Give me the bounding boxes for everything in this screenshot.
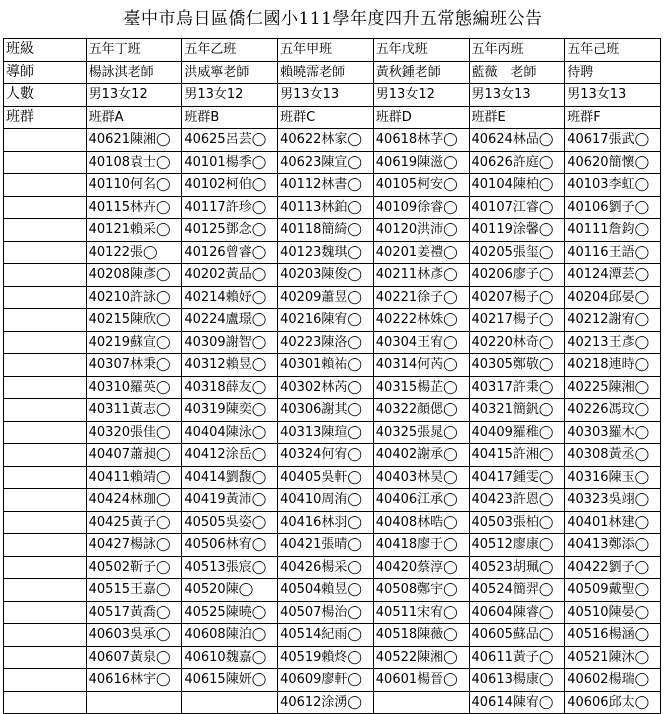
student-cell[interactable]: 40109徐睿◯ xyxy=(373,196,469,219)
class-group[interactable]: 班群C xyxy=(278,106,374,129)
student-cell[interactable]: 40401林建◯ xyxy=(565,511,661,534)
student-cell[interactable]: 40619陳滋◯ xyxy=(373,151,469,174)
student-cell[interactable]: 40118簡綺◯ xyxy=(278,219,374,242)
class-group[interactable]: 班群D xyxy=(373,106,469,129)
student-cell[interactable]: 40414劉馥◯ xyxy=(182,466,278,489)
student-cell[interactable]: 40206廖子◯ xyxy=(469,264,565,287)
student-row xyxy=(4,151,661,174)
class-name[interactable]: 五年乙班 xyxy=(182,39,278,62)
student-cell[interactable]: 40411賴靖◯ xyxy=(86,466,182,489)
student-row xyxy=(4,129,661,152)
label-count[interactable]: 人數 xyxy=(4,84,87,107)
student-cell[interactable]: 40617張武◯ xyxy=(565,129,661,152)
student-count[interactable]: 男13女12 xyxy=(182,84,278,107)
row-teacher xyxy=(4,61,661,84)
student-cell[interactable]: 40418廖于◯ xyxy=(373,534,469,557)
student-cell[interactable]: 40518陳薇◯ xyxy=(373,624,469,647)
student-cell[interactable]: 40216陳宥◯ xyxy=(278,309,374,332)
student-cell[interactable]: 40618林芓◯ xyxy=(373,129,469,152)
row-label-cell[interactable] xyxy=(4,286,87,309)
teacher-name[interactable]: 洪威寧老師 xyxy=(182,61,278,84)
student-cell[interactable]: 40215陳欣◯ xyxy=(86,309,182,332)
student-cell[interactable]: 40520陳◯ xyxy=(182,579,278,602)
row-label-cell[interactable] xyxy=(4,399,87,422)
student-cell[interactable]: 40207楊子◯ xyxy=(469,286,565,309)
class-name[interactable]: 五年己班 xyxy=(565,39,661,62)
student-row xyxy=(4,646,661,669)
student-cell[interactable]: 40117許珍◯ xyxy=(182,196,278,219)
class-group[interactable]: 班群A xyxy=(86,106,182,129)
student-cell[interactable]: 40417鍾雯◯ xyxy=(469,466,565,489)
student-cell[interactable]: 40606邱太◯ xyxy=(565,691,661,714)
student-cell[interactable]: 40212謝宥◯ xyxy=(565,309,661,332)
student-row xyxy=(4,241,661,264)
row-label-cell[interactable] xyxy=(4,354,87,377)
student-cell[interactable]: 40512廖康◯ xyxy=(469,534,565,557)
student-cell[interactable]: 40312賴昱◯ xyxy=(182,354,278,377)
student-cell[interactable]: 40219蘇宣◯ xyxy=(86,331,182,354)
student-row xyxy=(4,309,661,332)
student-cell[interactable]: 40406江承◯ xyxy=(373,489,469,512)
student-cell[interactable]: 40514紀雨◯ xyxy=(278,624,374,647)
student-cell[interactable]: 40317許秉◯ xyxy=(469,376,565,399)
student-cell[interactable]: 40612涂湧◯ xyxy=(278,691,374,714)
row-label-cell[interactable] xyxy=(4,129,87,152)
row-label-cell[interactable] xyxy=(4,331,87,354)
student-cell[interactable]: 40610魏嘉◯ xyxy=(182,646,278,669)
student-cell[interactable]: 40318薛友◯ xyxy=(182,376,278,399)
student-cell[interactable]: 40421張晴◯ xyxy=(278,534,374,557)
student-cell[interactable]: 40622林家◯ xyxy=(278,129,374,152)
student-cell[interactable]: 40607黃泉◯ xyxy=(86,646,182,669)
student-cell[interactable]: 40609廖軒◯ xyxy=(278,669,374,692)
student-row xyxy=(4,354,661,377)
class-name[interactable]: 五年甲班 xyxy=(278,39,374,62)
student-row xyxy=(4,264,661,287)
student-cell[interactable]: 40106劉子◯ xyxy=(565,196,661,219)
teacher-name[interactable]: 黃秋鍾老師 xyxy=(373,61,469,84)
student-cell[interactable]: 40323吳翊◯ xyxy=(565,489,661,512)
student-cell[interactable]: 40110何名◯ xyxy=(86,174,182,197)
student-cell[interactable]: 40124潭芸◯ xyxy=(565,264,661,287)
student-cell[interactable]: 40222林姝◯ xyxy=(373,309,469,332)
row-count xyxy=(4,84,661,107)
class-name[interactable]: 五年丙班 xyxy=(469,39,565,62)
student-cell[interactable]: 40321簡釩◯ xyxy=(469,399,565,422)
student-cell[interactable]: 40218連時◯ xyxy=(565,354,661,377)
student-cell[interactable]: 40519賴炵◯ xyxy=(278,646,374,669)
student-cell[interactable]: 40309謝智◯ xyxy=(182,331,278,354)
label-teacher[interactable]: 導師 xyxy=(4,61,87,84)
student-cell[interactable]: 40205張玺◯ xyxy=(469,241,565,264)
student-cell[interactable]: 40503張柏◯ xyxy=(469,511,565,534)
row-label-cell[interactable] xyxy=(4,511,87,534)
student-cell[interactable]: 40614陳宥◯ xyxy=(469,691,565,714)
student-cell[interactable]: 40427楊詠◯ xyxy=(86,534,182,557)
student-cell[interactable]: 40303羅木◯ xyxy=(565,421,661,444)
student-cell[interactable]: 40505吳姿◯ xyxy=(182,511,278,534)
row-label-cell[interactable] xyxy=(4,691,87,714)
student-cell[interactable]: 40416林羽◯ xyxy=(278,511,374,534)
student-cell[interactable]: 40624林品◯ xyxy=(469,129,565,152)
student-count[interactable]: 男13女13 xyxy=(469,84,565,107)
student-cell[interactable]: 40103李虹◯ xyxy=(565,174,661,197)
student-cell[interactable]: 40517黃喬◯ xyxy=(86,601,182,624)
student-cell[interactable]: 40123魏琪◯ xyxy=(278,241,374,264)
student-cell[interactable]: 40403林昊◯ xyxy=(373,466,469,489)
student-row xyxy=(4,174,661,197)
student-cell[interactable]: 40214賴妤◯ xyxy=(182,286,278,309)
label-group[interactable]: 班群 xyxy=(4,106,87,129)
student-cell[interactable]: 40316陳玉◯ xyxy=(565,466,661,489)
row-label-cell[interactable] xyxy=(4,489,87,512)
class-group[interactable]: 班群E xyxy=(469,106,565,129)
student-cell[interactable]: 40605蘇品◯ xyxy=(469,624,565,647)
row-label-cell[interactable] xyxy=(4,309,87,332)
student-cell[interactable]: 40422劉子◯ xyxy=(565,556,661,579)
student-cell[interactable]: 40413鄭添◯ xyxy=(565,534,661,557)
student-cell[interactable]: 40315楊芷◯ xyxy=(373,376,469,399)
row-label-cell[interactable] xyxy=(4,466,87,489)
student-count[interactable]: 男13女12 xyxy=(86,84,182,107)
student-cell[interactable]: 40226馮玟◯ xyxy=(565,399,661,422)
class-name[interactable]: 五年丁班 xyxy=(86,39,182,62)
student-count[interactable]: 男13女13 xyxy=(565,84,661,107)
student-row xyxy=(4,196,661,219)
student-cell[interactable]: 40412涂岳◯ xyxy=(182,444,278,467)
student-cell[interactable]: 40116王語◯ xyxy=(565,241,661,264)
student-cell[interactable] xyxy=(182,691,278,714)
student-cell[interactable]: 40408林晧◯ xyxy=(373,511,469,534)
student-cell[interactable]: 40322顏偲◯ xyxy=(373,399,469,422)
student-cell[interactable]: 40120洪沛◯ xyxy=(373,219,469,242)
teacher-name[interactable]: 待聘 xyxy=(565,61,661,84)
student-cell[interactable]: 40310羅英◯ xyxy=(86,376,182,399)
student-cell[interactable]: 40508鄭宇◯ xyxy=(373,579,469,602)
student-row xyxy=(4,669,661,692)
student-cell[interactable]: 40522陳湘◯ xyxy=(373,646,469,669)
class-name[interactable]: 五年戊班 xyxy=(373,39,469,62)
row-label-cell[interactable] xyxy=(4,601,87,624)
student-cell[interactable]: 40105柯安◯ xyxy=(373,174,469,197)
row-label-cell[interactable] xyxy=(4,196,87,219)
student-cell[interactable]: 40125鄧念◯ xyxy=(182,219,278,242)
student-cell[interactable]: 40221徐子◯ xyxy=(373,286,469,309)
student-cell[interactable]: 40510陳晏◯ xyxy=(565,601,661,624)
student-cell[interactable]: 40409羅稚◯ xyxy=(469,421,565,444)
student-cell[interactable]: 40225陳湘◯ xyxy=(565,376,661,399)
student-cell[interactable]: 40504賴昱◯ xyxy=(278,579,374,602)
student-cell[interactable]: 40419黃沛◯ xyxy=(182,489,278,512)
row-label-cell[interactable] xyxy=(4,579,87,602)
student-cell[interactable]: 40325張晁◯ xyxy=(373,421,469,444)
student-cell[interactable]: 40404陳泳◯ xyxy=(182,421,278,444)
row-label-cell[interactable] xyxy=(4,444,87,467)
student-cell[interactable]: 40324何宥◯ xyxy=(278,444,374,467)
student-cell[interactable]: 40509戴聖◯ xyxy=(565,579,661,602)
student-cell[interactable]: 40302林芮◯ xyxy=(278,376,374,399)
student-cell[interactable]: 40119涂馨◯ xyxy=(469,219,565,242)
student-cell[interactable]: 40524簡羿◯ xyxy=(469,579,565,602)
student-cell[interactable]: 40502靳子◯ xyxy=(86,556,182,579)
student-cell[interactable]: 40415許湘◯ xyxy=(469,444,565,467)
student-row xyxy=(4,691,661,714)
student-cell[interactable]: 40521陳沐◯ xyxy=(565,646,661,669)
student-cell[interactable]: 40202黃品◯ xyxy=(182,264,278,287)
student-cell[interactable]: 40301賴祐◯ xyxy=(278,354,374,377)
student-row xyxy=(4,601,661,624)
student-cell[interactable]: 40320張佳◯ xyxy=(86,421,182,444)
student-cell[interactable]: 40410周洧◯ xyxy=(278,489,374,512)
student-row xyxy=(4,534,661,557)
student-row xyxy=(4,624,661,647)
student-cell[interactable]: 40204邱晏◯ xyxy=(565,286,661,309)
row-class xyxy=(4,39,661,62)
student-cell[interactable]: 40615陳妍◯ xyxy=(182,669,278,692)
student-cell[interactable]: 40201姜禮◯ xyxy=(373,241,469,264)
student-cell[interactable]: 40224盧璟◯ xyxy=(182,309,278,332)
student-cell[interactable]: 40121賴采◯ xyxy=(86,219,182,242)
row-label-cell[interactable] xyxy=(4,219,87,242)
student-row xyxy=(4,444,661,467)
row-label-cell[interactable] xyxy=(4,556,87,579)
student-cell[interactable]: 40611黃子◯ xyxy=(469,646,565,669)
student-row xyxy=(4,331,661,354)
student-cell[interactable]: 40603吳承◯ xyxy=(86,624,182,647)
student-cell[interactable]: 40304王宥◯ xyxy=(373,331,469,354)
row-label-cell[interactable] xyxy=(4,669,87,692)
student-cell[interactable]: 40625呂芸◯ xyxy=(182,129,278,152)
student-cell[interactable]: 40314何芮◯ xyxy=(373,354,469,377)
teacher-name[interactable]: 賴曉霈老師 xyxy=(278,61,374,84)
teacher-name[interactable]: 楊詠淇老師 xyxy=(86,61,182,84)
row-label-cell[interactable] xyxy=(4,376,87,399)
student-cell[interactable]: 40525陳曉◯ xyxy=(182,601,278,624)
student-cell[interactable]: 40621陳湘◯ xyxy=(86,129,182,152)
student-cell[interactable] xyxy=(86,691,182,714)
row-label-cell[interactable] xyxy=(4,241,87,264)
student-cell[interactable] xyxy=(373,691,469,714)
student-cell[interactable]: 40208陳彥◯ xyxy=(86,264,182,287)
student-cell[interactable]: 40616林宇◯ xyxy=(86,669,182,692)
row-label-cell[interactable] xyxy=(4,151,87,174)
student-row xyxy=(4,399,661,422)
student-cell[interactable]: 40307林秉◯ xyxy=(86,354,182,377)
class-table xyxy=(3,38,661,714)
row-label-cell[interactable] xyxy=(4,646,87,669)
student-cell[interactable]: 40602楊瑞◯ xyxy=(565,669,661,692)
student-cell[interactable]: 40108袁士◯ xyxy=(86,151,182,174)
teacher-name[interactable]: 藍薇 老師 xyxy=(469,61,565,84)
student-cell[interactable]: 40420蔡淳◯ xyxy=(373,556,469,579)
student-cell[interactable]: 40306謝其◯ xyxy=(278,399,374,422)
student-row xyxy=(4,511,661,534)
student-cell[interactable]: 40623陳宣◯ xyxy=(278,151,374,174)
student-row xyxy=(4,286,661,309)
student-cell[interactable]: 40107江睿◯ xyxy=(469,196,565,219)
student-row xyxy=(4,376,661,399)
student-cell[interactable]: 40626許庭◯ xyxy=(469,151,565,174)
row-label-cell[interactable] xyxy=(4,534,87,557)
student-cell[interactable]: 40209蕭昱◯ xyxy=(278,286,374,309)
student-cell[interactable]: 40405吳軒◯ xyxy=(278,466,374,489)
student-cell[interactable]: 40313陳瑄◯ xyxy=(278,421,374,444)
student-cell[interactable]: 40220林奇◯ xyxy=(469,331,565,354)
student-cell[interactable]: 40601楊晉◯ xyxy=(373,669,469,692)
student-cell[interactable]: 40111詹鈞◯ xyxy=(565,219,661,242)
student-cell[interactable]: 40506林宥◯ xyxy=(182,534,278,557)
student-cell[interactable]: 40511宋宥◯ xyxy=(373,601,469,624)
student-cell[interactable]: 40523胡珮◯ xyxy=(469,556,565,579)
student-cell[interactable]: 40102柯伯◯ xyxy=(182,174,278,197)
student-cell[interactable]: 40115林卉◯ xyxy=(86,196,182,219)
student-cell[interactable]: 40407蕭昶◯ xyxy=(86,444,182,467)
student-row xyxy=(4,466,661,489)
student-cell[interactable]: 40210許詠◯ xyxy=(86,286,182,309)
class-group[interactable]: 班群F xyxy=(565,106,661,129)
student-cell[interactable]: 40515王嘉◯ xyxy=(86,579,182,602)
class-group[interactable]: 班群B xyxy=(182,106,278,129)
student-row xyxy=(4,489,661,512)
student-cell[interactable]: 40426楊采◯ xyxy=(278,556,374,579)
label-class[interactable]: 班級 xyxy=(4,39,87,62)
student-cell[interactable]: 40423許恩◯ xyxy=(469,489,565,512)
student-cell[interactable]: 40112林書◯ xyxy=(278,174,374,197)
student-cell[interactable]: 40203陳俊◯ xyxy=(278,264,374,287)
student-cell[interactable]: 40425黃子◯ xyxy=(86,511,182,534)
student-cell[interactable]: 40122張◯ xyxy=(86,241,182,264)
student-count[interactable]: 男13女13 xyxy=(278,84,374,107)
student-cell[interactable]: 40305鄭敬◯ xyxy=(469,354,565,377)
student-cell[interactable]: 40101楊季◯ xyxy=(182,151,278,174)
student-cell[interactable]: 40513張宸◯ xyxy=(182,556,278,579)
student-row xyxy=(4,421,661,444)
student-cell[interactable]: 40319陳奕◯ xyxy=(182,399,278,422)
student-row xyxy=(4,556,661,579)
student-row xyxy=(4,219,661,242)
student-cell[interactable]: 40311黃志◯ xyxy=(86,399,182,422)
student-cell[interactable]: 40604陳睿◯ xyxy=(469,601,565,624)
page-title: 臺中市烏日區僑仁國小111學年度四升五常態編班公告 xyxy=(123,9,543,29)
student-cell[interactable]: 40516楊涵◯ xyxy=(565,624,661,647)
student-cell[interactable]: 40211林彥◯ xyxy=(373,264,469,287)
student-row xyxy=(4,579,661,602)
row-label-cell[interactable] xyxy=(4,174,87,197)
student-cell[interactable]: 40402謝承◯ xyxy=(373,444,469,467)
student-cell[interactable]: 40308黃丞◯ xyxy=(565,444,661,467)
student-cell[interactable]: 40613楊康◯ xyxy=(469,669,565,692)
student-count[interactable]: 男13女12 xyxy=(373,84,469,107)
student-cell[interactable]: 40113林鉑◯ xyxy=(278,196,374,219)
student-cell[interactable]: 40126曾睿◯ xyxy=(182,241,278,264)
row-label-cell[interactable] xyxy=(4,421,87,444)
student-cell[interactable]: 40217楊子◯ xyxy=(469,309,565,332)
student-cell[interactable]: 40213王彥◯ xyxy=(565,331,661,354)
row-group xyxy=(4,106,661,129)
student-cell[interactable]: 40620簡懷◯ xyxy=(565,151,661,174)
student-cell[interactable]: 40424林珈◯ xyxy=(86,489,182,512)
student-cell[interactable]: 40507楊治◯ xyxy=(278,601,374,624)
row-label-cell[interactable] xyxy=(4,264,87,287)
student-cell[interactable]: 40104陳柏◯ xyxy=(469,174,565,197)
student-cell[interactable]: 40608陳泊◯ xyxy=(182,624,278,647)
student-cell[interactable]: 40223陳洛◯ xyxy=(278,331,374,354)
row-label-cell[interactable] xyxy=(4,624,87,647)
